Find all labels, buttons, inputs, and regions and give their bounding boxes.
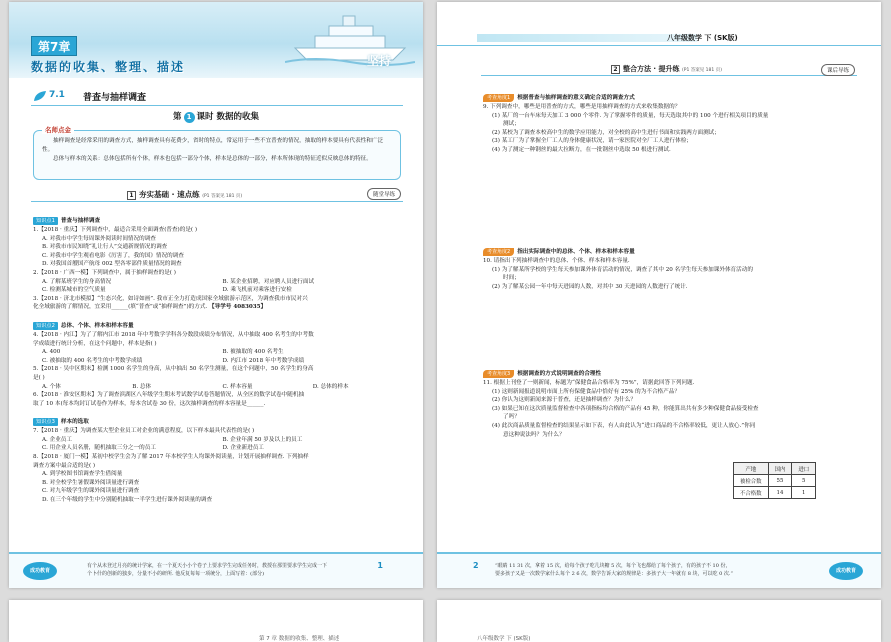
drill-answer-ref: (P1 答案见 181 页): [202, 194, 243, 199]
table-cell: 55: [768, 475, 792, 487]
page-footer: [437, 552, 881, 588]
option: B. 被抽取的 400 名考生: [222, 349, 284, 356]
sub-question-cont: 意这种说法吗？为什么？: [503, 431, 565, 438]
option: A. 400: [42, 349, 61, 356]
angle-3-block: [483, 360, 863, 439]
method-box: 2: [611, 65, 620, 74]
table-cell: 14: [768, 487, 792, 499]
option: C. 样本容量: [222, 383, 253, 390]
page-number: 2: [473, 561, 479, 570]
drill-title-text: 夯实基础 · 速点练: [139, 190, 200, 199]
option: A. 到学校图书馆调查学生借阅量: [42, 471, 123, 478]
option: B. 企业年满 50 岁及以上的员工: [222, 436, 303, 443]
question-5: 5.【2018 · 吴中区期末】检测 1000 名学生的身高，从中抽出 50 名学生测量，在这个问题中，50 名学生的身高: [33, 366, 314, 373]
question-8: 8.【2018 · 厦门一模】某初中校学生会为了解 2017 年本校学生人均课外阅读量，计划开展抽样调查. 下列抽样: [33, 454, 309, 461]
table-header: 产地: [734, 463, 769, 475]
footer-line: 要多孩子又是一次数学家什么每个 2 6 次，数学告诉大家的规律是：多孩子大一年就有 8 块，可以吃 0 次.”: [495, 571, 734, 577]
exam-tag-text: 考查角度: [487, 371, 508, 377]
option: C. 用企业人员名册，随机抽取三分之一的员工: [42, 445, 156, 452]
lesson-title: [9, 110, 423, 123]
options-row: [33, 348, 403, 357]
option: A. 个体: [42, 383, 61, 390]
option: D. 总体的样本: [312, 383, 349, 390]
footer-line: “眼睛 11 31 次，拿着 15 次，给每个孩子吃几块糖 5 次，每个飞也都给了每个孩子，有的孩子不 10 份，: [495, 563, 731, 569]
right-page: [437, 2, 881, 588]
sub-question: (1) 为了解某所学校的学生每天参加课外体育活动的情况，调查了其中 20 名学生每天参加课外体育活动的: [492, 266, 753, 273]
table-header: 进口: [792, 463, 816, 475]
note-paragraph: 总体与样本的关系：总体包括所有个体，样本也包括一部分个体，样本是总体的一部分，样本所体现的特征近似反映总体的特征。: [53, 156, 372, 162]
table-cell: 不合格数: [734, 487, 769, 499]
table-cell: 1: [792, 487, 816, 499]
question-4-line-2: 学成绩进行统计分析，在这个问题中，样本是指( ): [33, 340, 157, 347]
sub-question-cont: 了吗？: [503, 414, 520, 421]
knowledge-point-tag: 知识点1: [33, 217, 58, 225]
option: D. 乘飞机前对乘客进行安检: [222, 287, 292, 294]
question-9: 9. 下列调查中，哪些是用普查的方式，哪些是用抽样调查的方式来收集数据的？: [483, 104, 681, 110]
section-number: 7.1: [49, 90, 65, 100]
question-5-line-2: 是( ): [33, 374, 45, 381]
chapter-banner: [9, 2, 423, 78]
options-row: [33, 357, 403, 366]
option: D. 对我国首艘国产航母 002 型各零部件质量情况的调查: [42, 261, 182, 268]
option: B. 对全校学生暑假课外阅读量进行调查: [42, 479, 140, 486]
lesson-number: 1: [184, 112, 195, 123]
options-row: [33, 286, 403, 295]
lesson-suffix: 课时 数据的收集: [196, 112, 259, 122]
sub-question: (2) 某校为了调查本校高中生的数学应用能力，对全校的高中生进行书面和实践两方面测试；: [492, 129, 720, 136]
inspection-table: [733, 462, 816, 499]
method-answer-ref: (P1 答案见 181 页): [681, 68, 722, 73]
sub-question-cont: 测试；: [503, 121, 520, 128]
section-title: 普查与抽样调查: [83, 93, 147, 103]
exam-angle-tag: [483, 94, 514, 102]
table-cell: 被检合数: [734, 475, 769, 487]
options-row: [33, 383, 403, 392]
question-6: 6.【2018 · 淮安区期末】为了调查滨湖区八年级学生期末考试数学试卷答题情况，从全区的数学试卷中随机抽: [33, 392, 305, 399]
exam-tag-text: 考查角度: [487, 95, 508, 101]
question-3: 3.【2018 · 济北市模拟】“生态兴化，如诗如画”. 我市正全力打造成国家全域旅游示范区，为调查我市市民对兴: [33, 295, 308, 302]
sub-question: (1) 某厂的一台车床每天加工 3 000 个零件. 为了掌握零件的质量，每天选取其中的 100 个进行相关项目的质量: [492, 112, 769, 119]
option: B. 对我市市民知晓“礼让行人”交通新规情况的调查: [42, 244, 168, 251]
header-title: 八年级数学 下 (SK版): [667, 34, 738, 42]
section-header: [31, 88, 403, 106]
option: C. 被抽取的 400 名考生的中考数学成绩: [42, 357, 143, 364]
sub-question: (4) 为了测定一种钢丝的最大拉断力，在一批钢丝中选取 50 根进行测试.: [492, 146, 671, 153]
question-2: 2.【2018 · 广西一模】下列调查中，属于抽样调查的是( ): [33, 269, 176, 276]
question-11: 11. 根据上刊登了一则新闻，标题为“保健食品合格率为 75%”，请据此回答下列问题.: [483, 380, 695, 386]
sub-question: (2) 为了解某公园一年中每天进园的人数，对其中 30 天进园的人数进行了统计.: [492, 283, 688, 290]
drill-title: [127, 189, 242, 200]
table-header-row: [734, 463, 816, 475]
question-3-line-2: [33, 303, 403, 312]
exam-tag-number: 3: [507, 371, 511, 377]
option: A. 对我市中学生每周课外阅读时间情况的调查: [42, 235, 156, 242]
option: A. 了解某班学生的身高情况: [42, 278, 112, 285]
chapter-label: 第7章: [31, 36, 77, 56]
banner-word: 坚持: [367, 54, 392, 68]
sub-question: (1) 这则新闻报道说明市面上所有保健食品中恰好有 25% 的为不合格产品？: [492, 388, 680, 395]
next-page-header: 八年级数学 下 (SK版): [477, 636, 531, 642]
option: D. 在三个年级的学生中分别随机抽取一半学生进行课外阅读量的调查: [42, 497, 213, 504]
exam-angle-tag: [483, 248, 514, 256]
sub-question: (3) 某工厂为了掌握全厂工人的身体健康状况，请一家医院对全厂工人进行体检；: [492, 138, 692, 145]
question-8-line-2: 调查方案中最合适的是( ): [33, 462, 96, 469]
sub-question: (2) 你认为这则新闻来源于普查，还是抽样调查？为什么？: [492, 397, 636, 404]
option: D. 企业新进员工: [222, 445, 264, 452]
option: C. 检测某城市的空气质量: [42, 287, 106, 294]
exam-tag-number: 2: [507, 249, 511, 255]
sub-question: (4) 此次商品质量监督检查的结果显示如下表，有人由此认为“进口商品的不合格率较低，更让人放心.”你同: [492, 422, 756, 429]
note-paragraph: 抽样调查是经常采用的调查方式，抽样调查具有花费少，省时的特点，常运用于一些不宜普查的情况，抽取的样本要具有代表性和广泛性。: [42, 138, 384, 153]
chapter-title: 数据的收集、整理、描述: [31, 60, 186, 74]
exam-tag-text: 考查角度: [487, 249, 508, 255]
exam-angle-title: 根据普查与抽样调查的意义确定合适的调查方式: [517, 95, 635, 101]
next-left-page: [9, 600, 423, 642]
option: D. 内江市 2018 年中考数学成绩: [222, 357, 305, 364]
option: B. 总体: [132, 383, 152, 390]
exam-tag-number: 1: [507, 95, 511, 101]
knowledge-point-title: 总体、个体、样本和样本容量: [60, 322, 134, 329]
options-row: [33, 444, 403, 453]
leaf-icon: [33, 90, 47, 102]
footer-anecdote: [87, 562, 357, 578]
footer-anecdote: [495, 562, 805, 578]
method-title: [611, 64, 722, 74]
question-3-text: 化全域旅游的了解情况，宜采用______(填“普查”或“抽样调查”)的方式.: [33, 304, 208, 311]
drill-header: [31, 188, 403, 202]
method-header: [481, 64, 857, 76]
options-row: [33, 278, 403, 287]
footer-logo: 成功教育: [829, 562, 863, 580]
page-footer: [9, 552, 423, 588]
table-cell: 5: [792, 475, 816, 487]
exam-angle-title: 根据调查的方式说明调查的合理性: [517, 371, 602, 377]
next-page-header: 第 7 章 数据的收集、整理、描述: [259, 636, 340, 642]
table-row: [734, 487, 816, 499]
option: A. 企业员工: [42, 436, 72, 443]
sub-question-cont: 时间；: [503, 275, 520, 282]
question-6-line-2: 取了 10 本(每本均封订试卷作为样本，每本含试卷 30 份，这次抽样调查的样本容量是______.: [33, 400, 266, 407]
exercise-list: [33, 207, 403, 505]
question-10: 10. 请指出下列抽样调查中的总体、个体、样本和样本容量.: [483, 258, 630, 264]
question-7: 7.【2018 · 重庆】为调查某大型企业员工对企业的满意程度，以下样本最具代表性的是( ): [33, 428, 255, 435]
angle-2-block: [483, 238, 863, 291]
drill-box: 1: [127, 191, 136, 200]
knowledge-point-title: 普查与抽样调查: [60, 218, 101, 224]
option: C. 对我市中学生观看电影《厉害了，我的国》情况的调查: [42, 252, 184, 259]
option: C. 对九年级学生的课外阅读量进行调查: [42, 488, 140, 495]
question-1: 1.【2018 · 重庆】下列调查中，最适合采用全面调查(普查)的是( ): [33, 227, 198, 233]
header-band: [477, 34, 697, 42]
knowledge-point-title: 样本的选取: [60, 419, 89, 426]
method-title-text: 整合方法 · 提升练: [623, 65, 680, 73]
option: B. 某企业招聘，对应聘人员进行面试: [222, 278, 315, 285]
exam-angle-title: 指出实际调查中的总体、个体、样本和样本容量: [517, 249, 635, 255]
knowledge-point-tag: 知识点2: [33, 322, 58, 330]
cruise-ship-icon: [285, 8, 415, 68]
teacher-notes: [33, 126, 401, 180]
table-header: 国内: [768, 463, 792, 475]
running-header: [437, 32, 881, 46]
footer-line: 个卜什的创新的独步，分量不小的研所. 他反复每每一项统分，上面写着：(部分): [87, 571, 265, 577]
angle-1-block: [483, 84, 863, 155]
options-row: [33, 436, 403, 445]
page-number: 1: [377, 561, 383, 570]
knowledge-point-tag: 知识点3: [33, 418, 58, 426]
next-right-page: [437, 600, 881, 642]
notes-tag: 名师点金: [42, 125, 74, 134]
guide-button[interactable]: 课后导练: [821, 64, 855, 76]
left-page: [9, 2, 423, 588]
lesson-prefix: 第: [173, 112, 182, 122]
question-4: 4.【2018 · 内江】为了了解内江市 2018 年中考数学学科各分数段成绩分布情况，从中抽取 400 名考生的中考数: [33, 331, 314, 338]
guide-code: 【导学号 4083035】: [209, 304, 267, 311]
exam-angle-tag: [483, 370, 514, 378]
sub-question: (3) 如果已知在这次质量监督检查中各项指标均合格的产品有 45 种，你能算出共有多少种保健食品接受检查: [492, 405, 759, 412]
table-row: [734, 475, 816, 487]
footer-logo: 成功教育: [23, 562, 57, 580]
footer-line: 有个从未登过月亮的统计学家，在一个夏天小小个卷子上要求学生完成任务时，教授在那里要求学生完成一下: [87, 563, 328, 569]
guide-button[interactable]: 随堂导练: [367, 188, 401, 200]
